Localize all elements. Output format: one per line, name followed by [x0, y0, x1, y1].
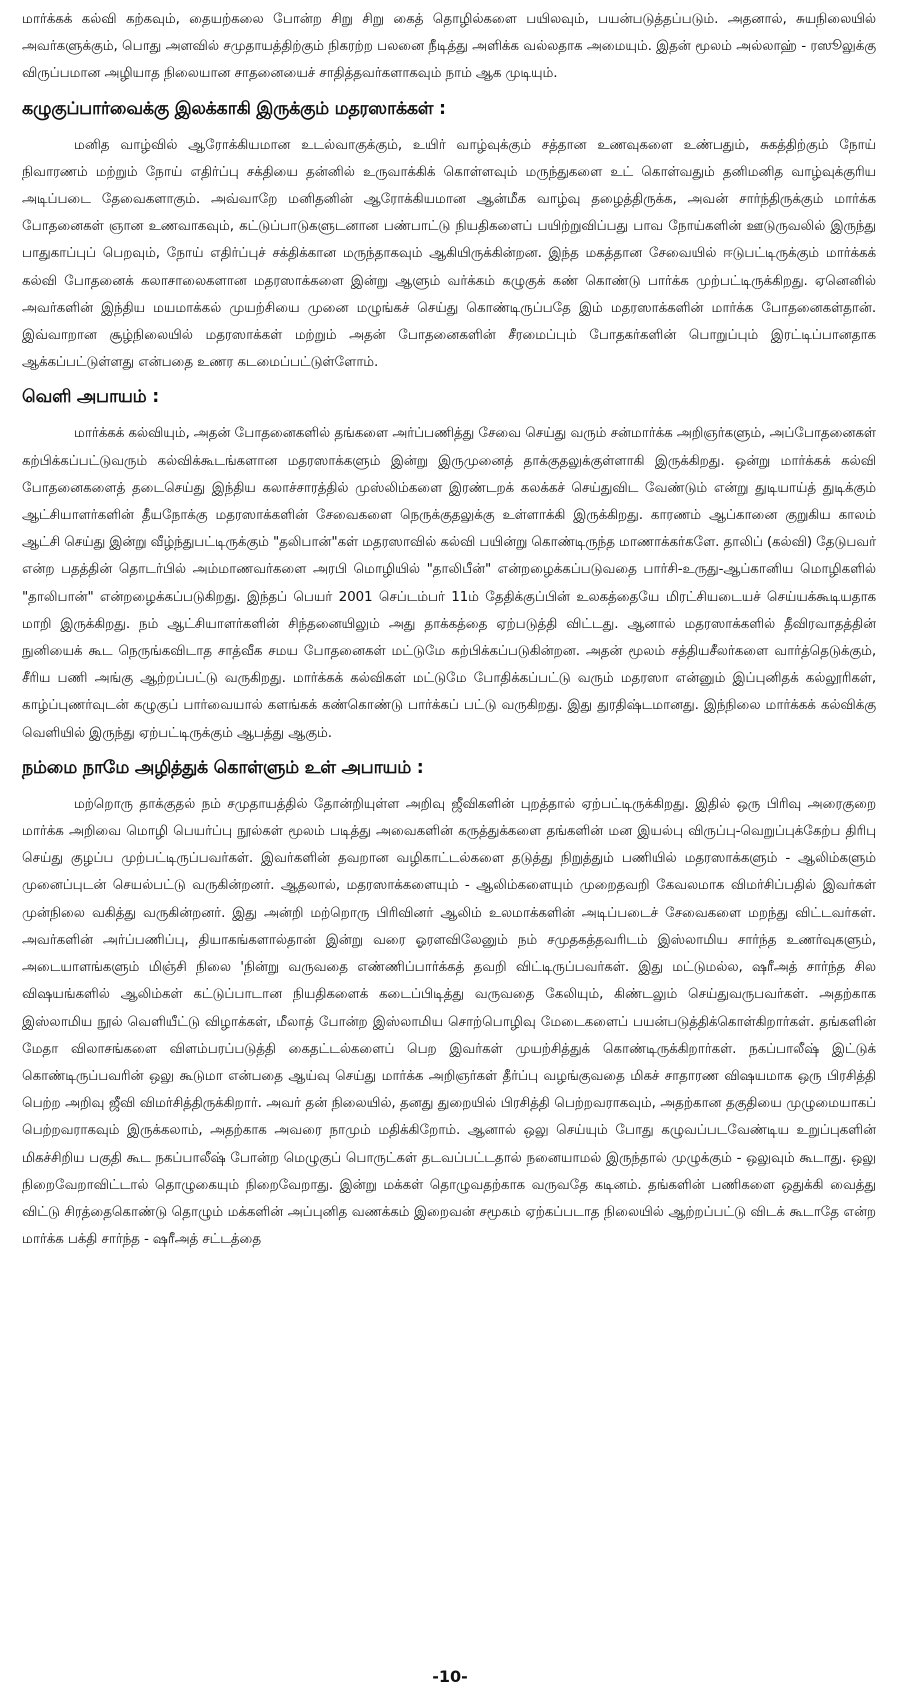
section-paragraph: மற்றொரு தாக்குதல் நம் சமுதாயத்தில் தோன்றியுள்ள அறிவு ஜீவிகளின் புறத்தால் ஏற்பட்டிருக்கிறது. இதில் ஒரு பிரிவு அரைகுறை மார்க்க அறிவை மொழி பெயர்ப்பு நூல்கள் மூலம் படித்து அவைகளின் கருத்துக்களை தங்களின் மன இயல்பு விருப்பு-வெறுப்புக்கேற்ப திரிபு செய்து குழப்ப முற்பட்டிருப்பவர்கள். இவர்களின் தவறான வழிகாட்டல்களை தடுத்து நிறுத்தும் பணியில் மதரஸாக்களும் - ஆலிம்களும் முனைப்புடன் செயல்பட்டு வருகின்றனர். ஆதலால், மதரஸாக்களையும் - ஆலிம்களையும் முறைதவறி கேவலமாக விமர்சிப்பதில் இவர்கள் முன்நிலை வகித்து வருகின்றனர். இது அன்றி மற்றொரு பிரிவினர் ஆலிம் உலமாக்களின் அடிப்படைச் சேவைகளை மறந்து விட்டவர்கள். அவர்களின் அர்ப்பணிப்பு, தியாகங்களால்தான் இன்று வரை ஓரளவிலேனும் நம் சமுதகத்தவரிடம் இஸ்லாமிய சார்ந்த உணர்வுகளும், அடையாளங்களும் மிஞ்சி நிலை 'நின்று வருவதை எண்ணிப்பார்க்கத் தவறி விட்டிருப்பவர்கள். இது மட்டுமல்ல, ஷரீஅத் சார்ந்த சில விஷயங்களில் ஆலிம்கள் கட்டுப்பாடான நியதிகளைக் கடைப்பிடித்து வருவதை கேலியும், கிண்டலும் செய்துவருபவர்கள். அதற்காக இஸ்லாமிய நூல் வெளியீட்டு விழாக்கள், மீலாத் போன்ற இஸ்லாமிய சொற்பொழிவு மேடைகளைப் பயன்படுத்திக்கொள்கிறார்கள். தங்களின் மேதா விலாசங்களை விளம்பரப்படுத்தி கைதட்டல்களைப் பெற இவர்கள் முயற்சித்துக் கொண்டிருக்கிறார்கள். நகப்பாலீஷ் இட்டுக் கொண்டிருப்பவரின் ஒலு கூடுமா என்பதை ஆய்வு செய்து மார்க்க அறிஞர்கள் தீர்ப்பு வழங்குவதை மிகச் சாதாரண விஷயமாக ஒரு பிரசித்தி பெற்ற அறிவு ஜீவி விமர்சித்திருக்கிறார். அவர் தன் நிலையில், தனது துறையில் பிரசித்தி பெற்றவராகவும், அதற்கான தகுதியை முழுமையாகப் பெற்றவராகவும் இருக்கலாம், அதற்காக அவரை நாமும் மதிக்கிறோம். ஆனால் ஒலு செய்யும் போது கழுவப்படவேண்டிய உறுப்புகளின் மிகச்சிறிய பகுதி கூட நகப்பாலீஷ் போன்ற மெழுகுப் பொருட்கள் தடவப்பட்டதால் நனையாமல் இருந்தால் முழுக்கும் - ஒலுவும் கூடாது. ஒலு நிறைவேறாவிட்டால் தொழுகையும் நிறைவேறாது. இன்று மக்கள் தொழுவதற்காக வருவதே கடினம். தங்களின் பணிகளை ஒதுக்கி வைத்து விட்டு சிரத்தைகொண்டு தொழும் மக்களின் அப்புனித வணக்கம் இறைவன் சமூகம் ஏற்கப்படாத நிலையில் ஆற்றப்பட்டு விடக் கூடாதே என்ற மார்க்க பக்தி சார்ந்த - ஷரீஅத் சட்டத்தை	[22, 795, 876, 1248]
section-paragraph: மனித வாழ்வில் ஆரோக்கியமான உடல்வாகுக்கும், உயிர் வாழ்வுக்கும் சத்தான உணவுகளை உண்பதும், சுகத்திற்கும் நோய் நிவாரணம் மற்றும் நோய் எதிர்ப்பு சக்தியை தன்னில் உருவாக்கிக் கொள்ளவும் மருந்துகளை உட் கொள்வதும் தனிமனித வாழ்வுக்குரிய அடிப்படை தேவைகளாகும். அவ்வாறே மனிதனின் ஆரோக்கியமான ஆன்மீக வாழ்வு தழைத்திருக்க, அவன் சார்ந்திருக்கும் மார்க்க போதனைகள் ஞான உணவாகவும், கட்டுப்பாடுகளுடனான பண்பாட்டு நியதிகளைப் பயிற்றுவிப்பது பாவ நோய்களின் ஊடுருவலில் இருந்து பாதுகாப்புப் பெறவும், நோய் எதிர்ப்புச் சக்திக்கான மருந்தாகவும் ஆகியிருக்கின்றன. இந்த மகத்தான சேவையில் ஈடுபட்டிருக்கும் மார்க்கக் கல்வி போதனைக் கலாசாலைகளான மதரஸாக்களை இன்று ஆளும் வர்க்கம் கழுகுக் கண் கொண்டு பார்க்க முற்பட்டிருக்கிறது. ஏனெனில் அவர்களின் இந்திய மயமாக்கல் முயற்சியை முனை மழுங்கச் செய்து கொண்டிருப்பதே இம் மதரஸாக்களின் மார்க்க போதனைகள்தான். இவ்வாறான சூழ்நிலையில் மதரஸாக்கள் மற்றும் அதன் போதனைகளின் சீரமைப்பும் போதகர்களின் பொறுப்பும் இரட்டிப்பானதாக ஆக்கப்பட்டுள்ளது என்பதை உணர கடமைப்பட்டுள்ளோம்.	[22, 136, 876, 371]
page-number: -10-	[432, 1667, 468, 1686]
section-paragraph: மார்க்கக் கல்வியும், அதன் போதனைகளில் தங்களை அர்ப்பணித்து சேவை செய்து வரும் சன்மார்க்க அறிஞர்களும், அப்போதனைகள் கற்பிக்கப்பட்டுவரும் கல்விக்கூடங்களான மதரஸாக்களும் இன்று இருமுனைத் தாக்குதலுக்குள்ளாகி இருக்கிறது. ஒன்று மார்க்கக் கல்வி போதனைகளைத் தடைசெய்து இந்திய கலாச்சாரத்தில் முஸ்லிம்களை இரண்டறக் கலக்கச் செய்துவிட வேண்டும் என்று துடியாய்த் துடிக்கும் ஆட்சியாளர்களின் தீயநோக்கு மதரஸாக்களின் சேவைகளை நெருக்குதலுக்கு உள்ளாக்கி இருக்கிறது. காரணம் ஆப்கானை குறுகிய காலம் ஆட்சி செய்து இன்று வீழ்ந்துபட்டிருக்கும் "தலிபான்"கள் மதரஸாவில் கல்வி பயின்று கொண்டிருந்த மாணாக்கர்களே. தாலிப் (கல்வி) தேடுபவர் என்ற பதத்தின் தொடர்பில் அம்மாணவர்களை அரபி மொழியில் "தாலிபீன்" என்றழைக்கப்படுவதை பார்சி-உருது-ஆப்கானிய மொழிகளில் "தாலிபான்" என்றழைக்கப்படுகிறது. இந்தப் பெயர் 2001 செப்டம்பர் 11ம் தேதிக்குப்பின் உலகத்தையே மிரட்சியடையச் செய்யக்கூடியதாக மாறி இருக்கிறது. நம் ஆட்சியாளர்களின் சிந்தனையிலும் அது தாக்கத்தை ஏற்படுத்தி விட்டது. ஆனால் மதரஸாக்களில் தீவிரவாதத்தின் நுனியைக் கூட நெருங்கவிடாத சாத்வீக சமய போதனைகள் மட்டுமே கற்பிக்கப்படுகின்றன. அதன் மூலம் சத்தியசீலர்களை வார்த்தெடுக்கும், சீரிய பணி அங்கு ஆற்றப்பட்டு வருகிறது. மார்க்கக் கல்விகள் மட்டுமே போதிக்கப்பட்டு வரும் மதரஸா என்னும் இப்புனிதக் கல்லூரிகள், காழ்ப்புணர்வுடன் கழுகுப் பார்வையால் களங்கக் கண்கொண்டு பார்க்கப் பட்டு வருகிறது. இது துரதிஷ்டமானது. இந்நிலை மார்க்கக் கல்விக்கு வெளியில் இருந்து ஏற்பட்டிருக்கும் ஆபத்து ஆகும்.	[22, 425, 876, 741]
section-heading: வெளி அபாயம் :	[22, 387, 159, 408]
section-madrasas-under-scrutiny	[22, 90, 876, 377]
section-external-danger	[22, 378, 876, 746]
section-heading: நம்மை நாமே அழித்துக் கொள்ளும் உள் அபாயம் :	[22, 757, 424, 778]
section-heading: கழுகுப்பார்வைக்கு இலக்காகி இருக்கும் மதரஸாக்கள் :	[22, 98, 446, 119]
section-internal-danger	[22, 749, 876, 1253]
intro-paragraph: மார்க்கக் கல்வி கற்கவும், தையற்கலை போன்ற சிறு சிறு கைத் தொழில்களை பயிலவும், பயன்படுத்தப்படும். அதனால், சுயநிலையில் அவர்களுக்கும், பொது அளவில் சமுதாயத்திற்கும் நிகரற்ற பலனை நீடித்து அளிக்க வல்லதாக அமையும். இதன் மூலம் அல்லாஹ் - ரஸூலுக்கு விருப்பமான அழியாத நிலையான சாதனையைச் சாதித்தவர்களாகவும் நாம் ஆக முடியும்.	[22, 11, 876, 82]
